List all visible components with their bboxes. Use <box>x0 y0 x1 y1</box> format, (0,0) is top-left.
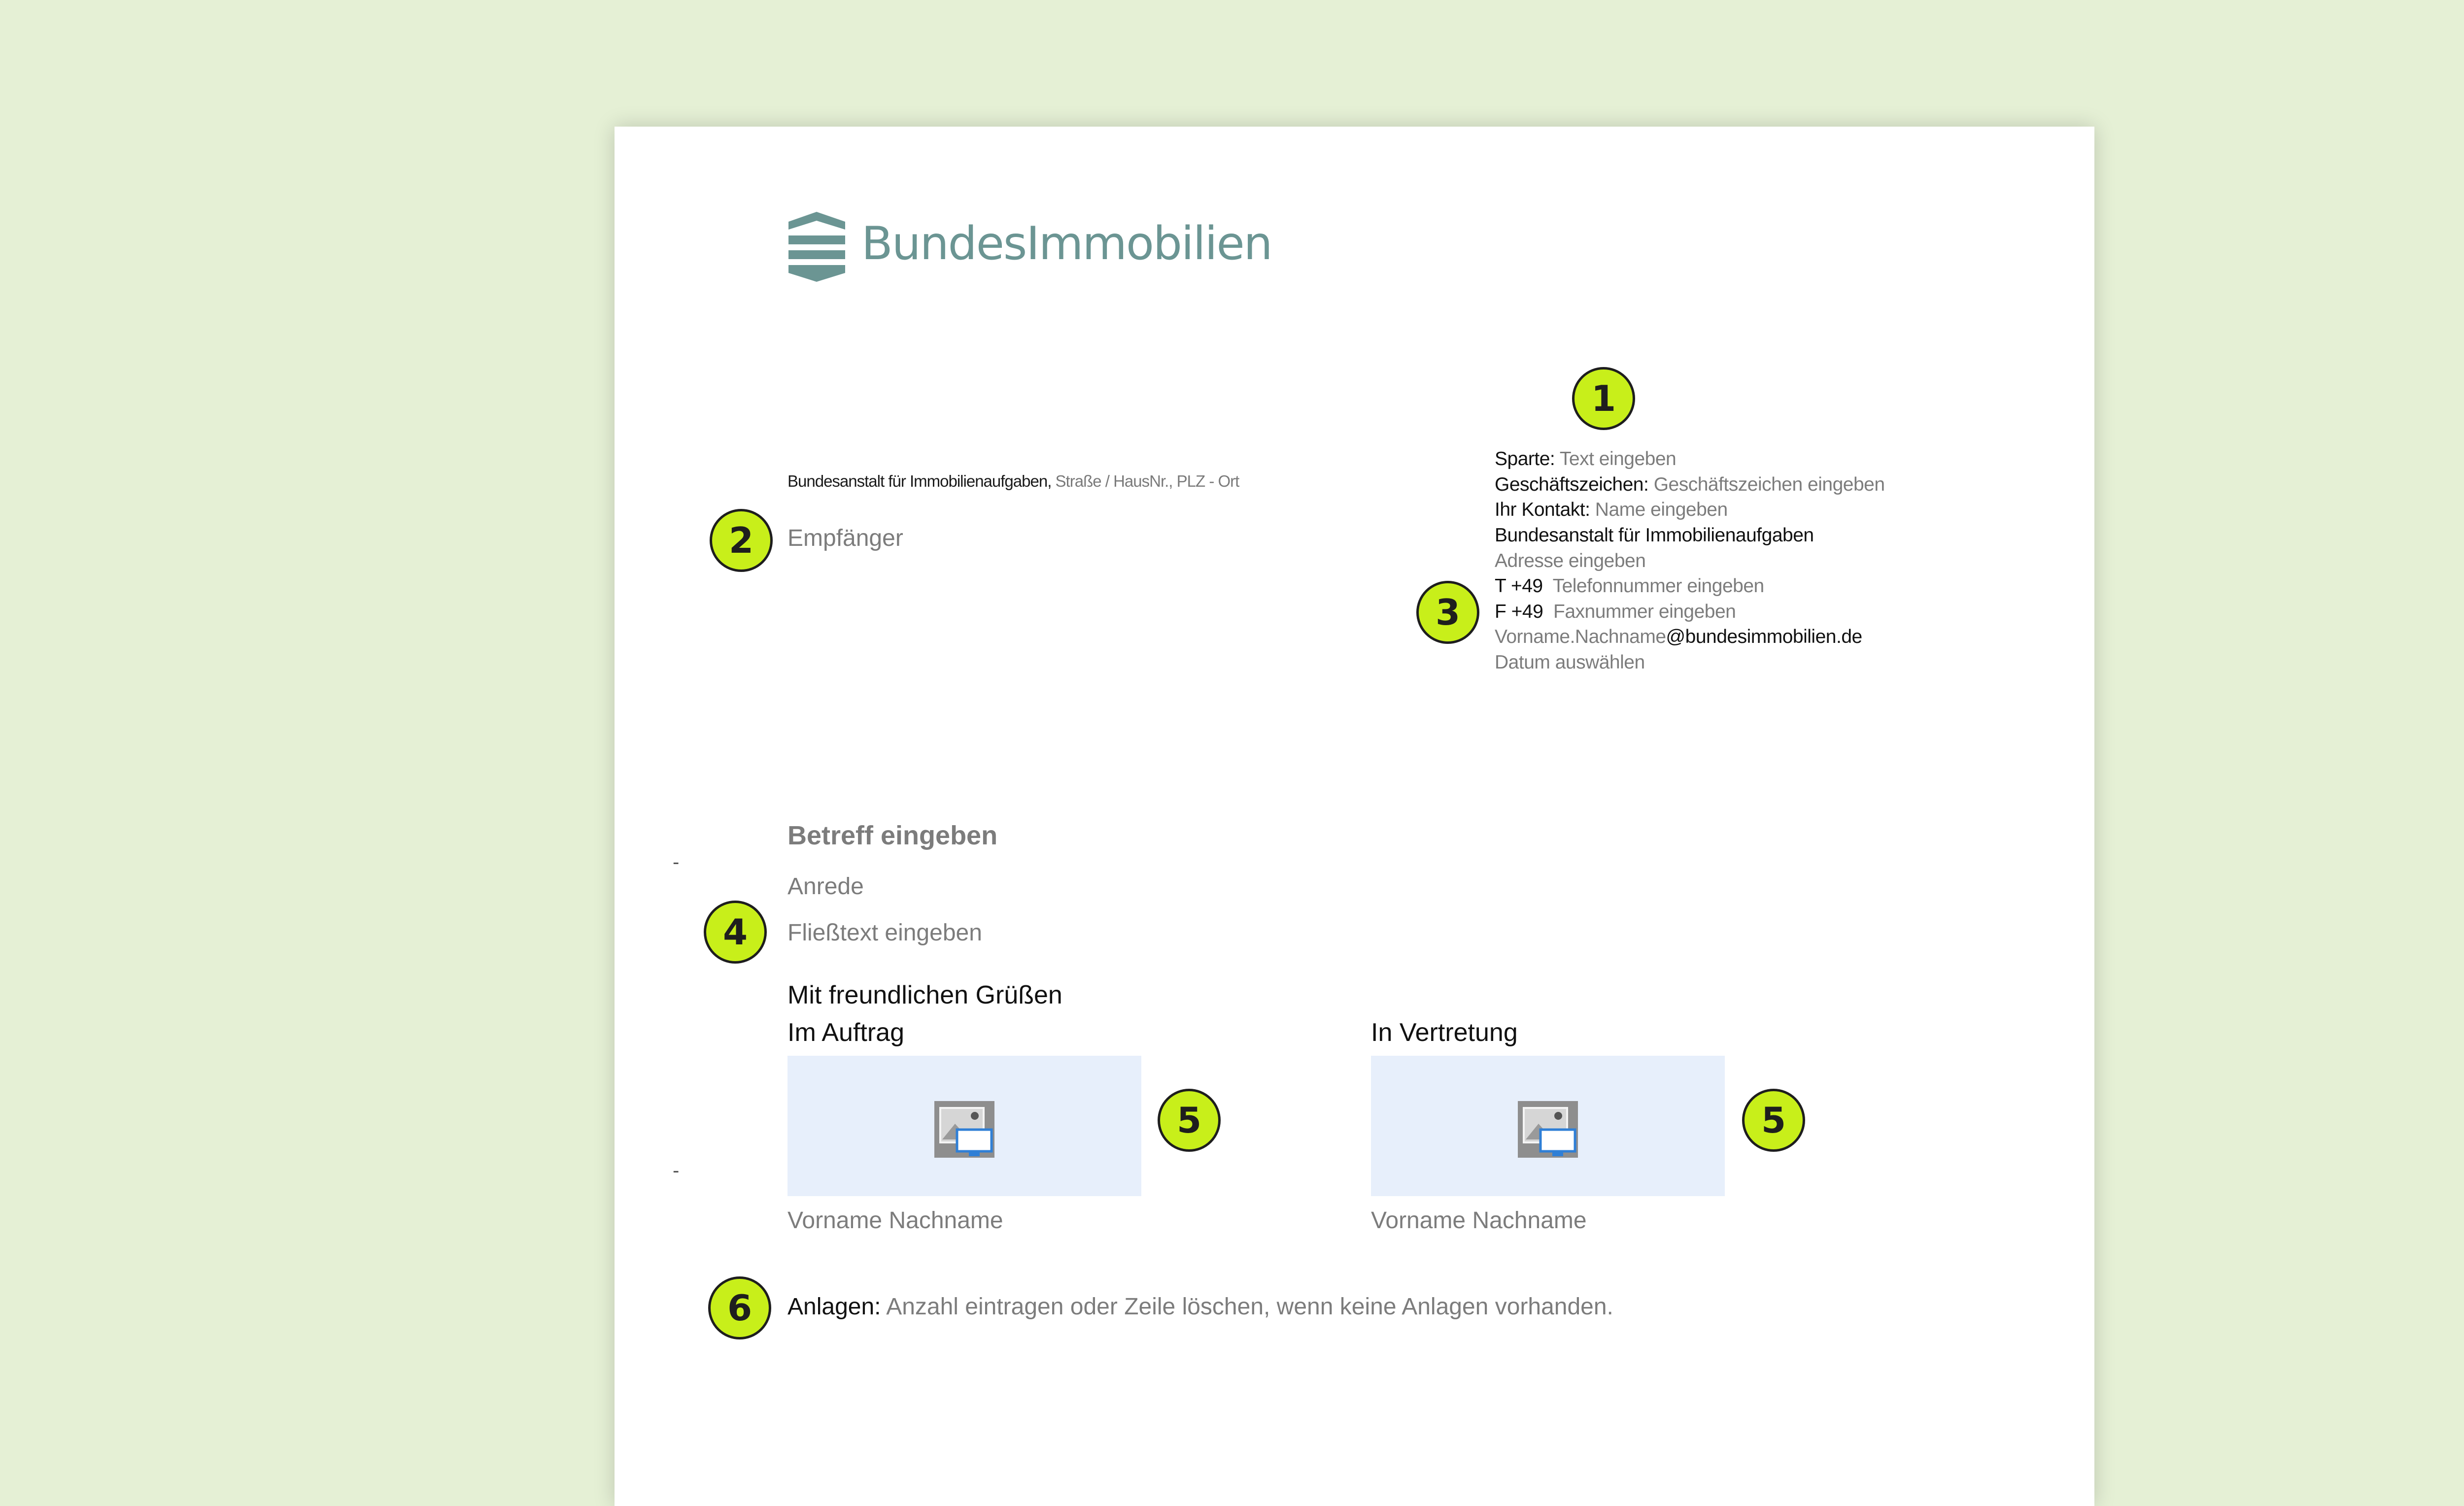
fold-mark-top: - <box>673 851 680 873</box>
kontakt-value: Name eingeben <box>1595 499 1728 520</box>
signature-right-image[interactable] <box>1371 1056 1725 1196</box>
subject-field[interactable]: Betreff eingeben <box>787 821 998 850</box>
info-sparte[interactable] <box>1495 446 1676 472</box>
sparte-value: Text eingeben <box>1559 448 1677 469</box>
sparte-label: Sparte: <box>1495 448 1555 469</box>
info-fax[interactable] <box>1495 599 1736 625</box>
callout-badge-1: 1 <box>1572 367 1635 430</box>
info-organisation: Bundesanstalt für Immobilienaufgaben <box>1495 525 1814 546</box>
callout-badge-5-right: 5 <box>1742 1089 1805 1152</box>
info-kontakt[interactable] <box>1495 497 1728 523</box>
info-email[interactable] <box>1495 624 1862 650</box>
signature-right-label: In Vertretung <box>1371 1018 1518 1047</box>
image-placeholder-icon <box>934 1101 994 1158</box>
fax-prefix: F +49 <box>1495 601 1543 622</box>
info-adresse[interactable]: Adresse eingeben <box>1495 550 1646 571</box>
signature-left-image[interactable] <box>787 1056 1141 1196</box>
fax-value: Faxnummer eingeben <box>1553 601 1736 622</box>
attachments-text: Anzahl eintragen oder Zeile löschen, wenn keine Anlagen vorhanden. <box>886 1294 1613 1320</box>
body-text-field[interactable]: Fließtext eingeben <box>787 920 982 946</box>
fold-mark-bottom: - <box>673 1160 680 1181</box>
closing-text: Mit freundlichen Grüßen <box>787 981 1062 1009</box>
attachments-line[interactable] <box>787 1293 1613 1320</box>
info-geschaeftszeichen[interactable] <box>1495 472 1885 498</box>
recipient-field[interactable]: Empfänger <box>787 525 903 551</box>
logo-wordmark: BundesImmobilien <box>861 217 1272 270</box>
tel-value: Telefonnummer eingeben <box>1552 575 1764 597</box>
image-placeholder-icon <box>1518 1101 1578 1158</box>
sender-organisation: Bundesanstalt für Immobilienaufgaben, <box>787 472 1052 490</box>
gz-label: Geschäftszeichen: <box>1495 474 1649 495</box>
signature-left-name[interactable]: Vorname Nachname <box>787 1207 1003 1234</box>
signature-right-name[interactable]: Vorname Nachname <box>1371 1207 1587 1234</box>
email-name: Vorname.Nachname <box>1495 626 1666 647</box>
info-datum[interactable]: Datum auswählen <box>1495 652 1645 673</box>
attachments-label: Anlagen: <box>787 1294 881 1320</box>
gz-value: Geschäftszeichen eingeben <box>1653 474 1885 495</box>
salutation-field[interactable]: Anrede <box>787 873 864 900</box>
callout-badge-6: 6 <box>708 1276 771 1339</box>
tel-prefix: T +49 <box>1495 575 1543 597</box>
sender-address: Straße / HausNr., PLZ - Ort <box>1055 472 1239 490</box>
email-domain: @bundesimmobilien.de <box>1666 626 1862 647</box>
callout-badge-5-left: 5 <box>1158 1089 1221 1152</box>
callout-badge-3: 3 <box>1416 581 1479 644</box>
callout-badge-4: 4 <box>704 901 767 964</box>
info-telefon[interactable] <box>1495 573 1764 599</box>
bundesimmobilien-logo-icon <box>786 208 848 284</box>
callout-badge-2: 2 <box>710 509 773 572</box>
kontakt-label: Ihr Kontakt: <box>1495 499 1590 520</box>
sender-line[interactable] <box>787 472 1239 491</box>
signature-left-label: Im Auftrag <box>787 1018 904 1047</box>
